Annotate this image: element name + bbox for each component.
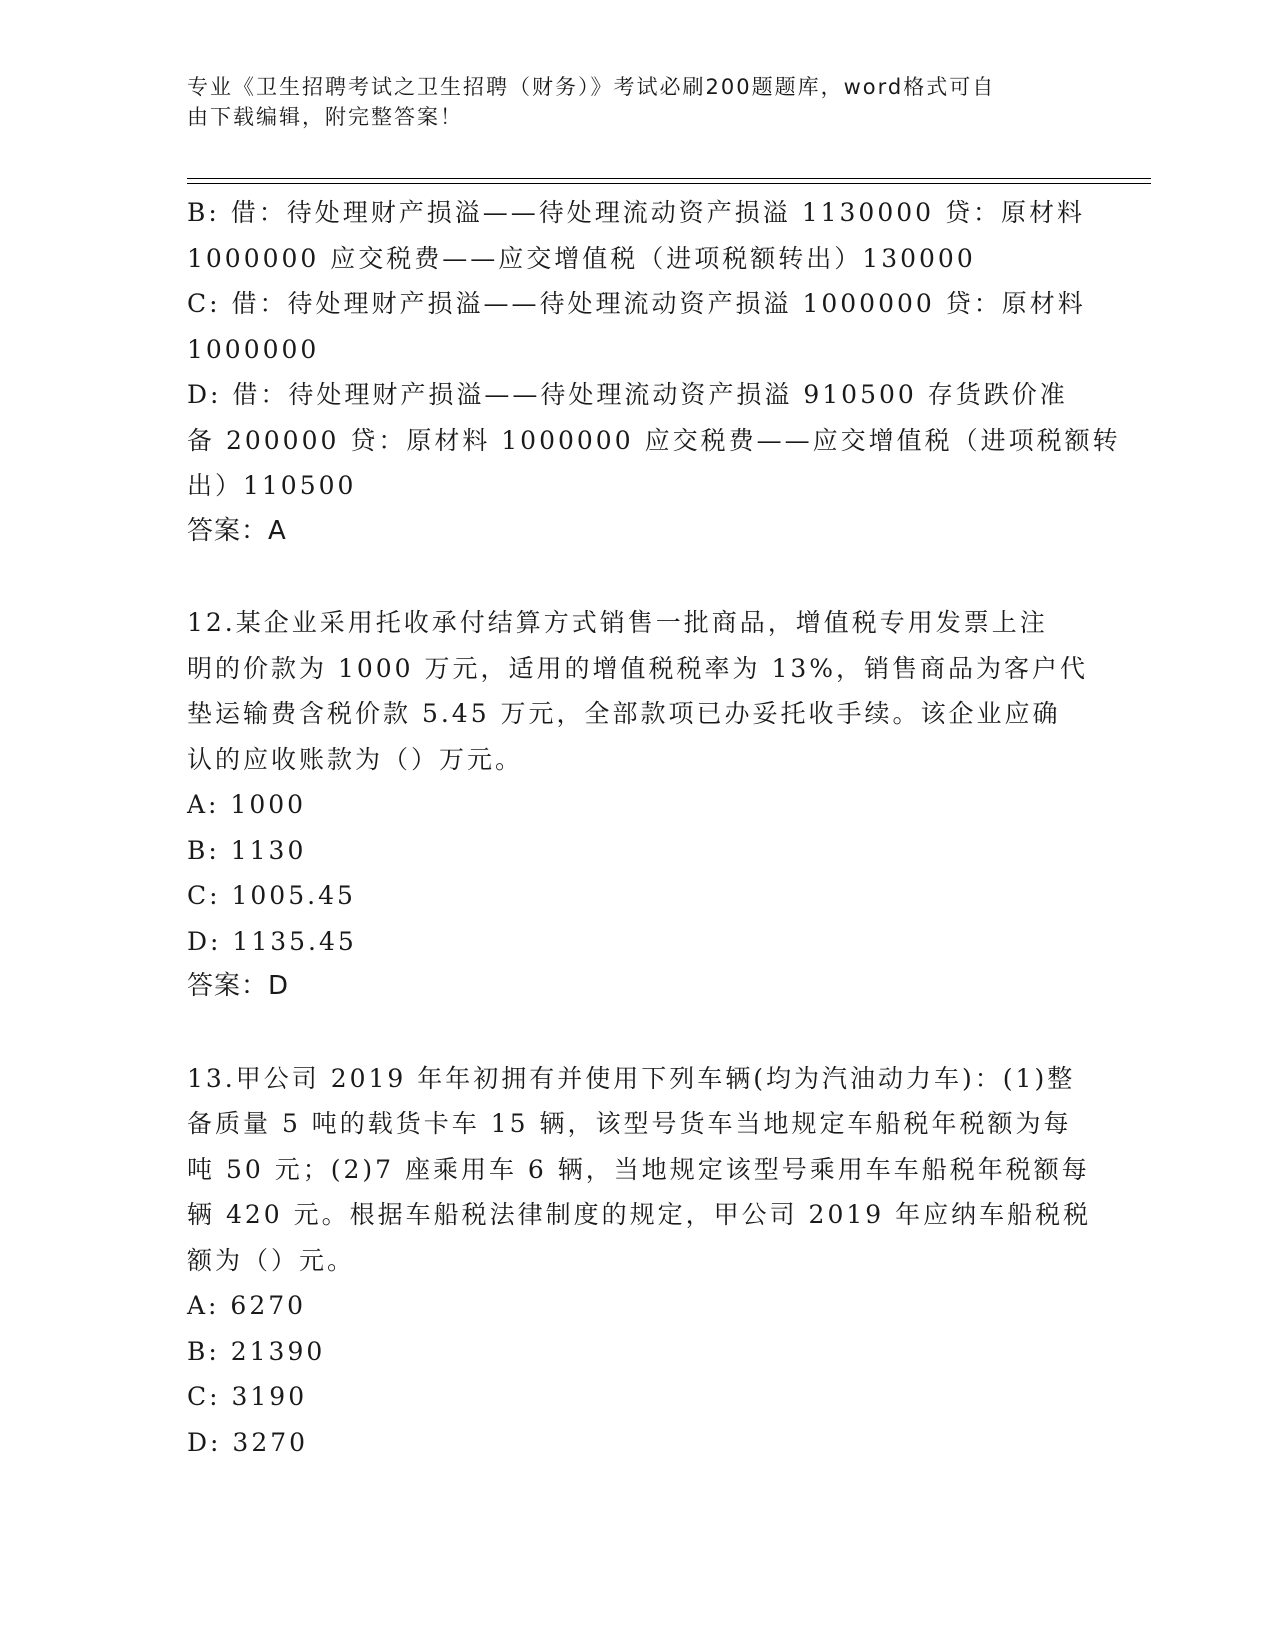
option-c-line-2: 1000000 (187, 334, 320, 364)
question-13-option-b: B: 21390 (187, 1336, 326, 1366)
header-rule-bottom (187, 183, 1151, 184)
spacer (187, 1010, 1087, 1056)
option-b-line-2: 1000000 应交税费——应交增值税（进项税额转出）130000 (187, 243, 976, 273)
question-12 (187, 600, 1087, 1010)
spacer (187, 554, 1087, 600)
question-13-stem-line-2: 备质量 5 吨的载货卡车 15 辆，该型号货车当地规定车船税年税额为每 (187, 1109, 1072, 1138)
question-12-stem-line-2: 明的价款为 1000 万元，适用的增值税税率为 13%，销售商品为客户代 (187, 653, 1089, 683)
question-11-tail (187, 190, 1121, 554)
question-13 (187, 1056, 1092, 1466)
question-12-option-a: A: 1000 (187, 790, 307, 819)
question-13-stem-line-1: 13.甲公司 2019 年年初拥有并使用下列车辆(均为汽油动力车)：(1)整 (187, 1063, 1076, 1093)
option-d-line-2: 备 200000 贷：原材料 1000000 应交税费——应交增值税（进项税额转 (187, 425, 1121, 455)
question-13-option-a: A: 6270 (187, 1291, 307, 1320)
question-13-stem-line-5: 额为（）元。 (187, 1245, 356, 1275)
header-line-2: 由下载编辑，附完整答案！ (187, 105, 463, 129)
header-rule-top (187, 178, 1151, 179)
question-13-stem-line-4: 辆 420 元。根据车船税法律制度的规定，甲公司 2019 年应纳车船税税 (187, 1200, 1092, 1229)
option-d-line-1: D: 借：待处理财产损溢——待处理流动资产损溢 910500 存货跌价准 (187, 380, 1068, 409)
question-13-option-c: C: 3190 (187, 1382, 308, 1411)
question-13-option-d: D: 3270 (187, 1427, 309, 1457)
question-12-option-b: B: 1130 (187, 835, 307, 865)
question-12-stem-line-1: 12.某企业采用托收承付结算方式销售一批商品，增值税专用发票上注 (187, 608, 1048, 637)
option-c-line-1: C: 借：待处理财产损溢——待处理流动资产损溢 1000000 贷：原材料 (187, 289, 1086, 318)
option-d-line-3: 出）110500 (187, 471, 357, 500)
answer-label: 答案：D (187, 971, 290, 1001)
question-12-option-c: C: 1005.45 (187, 881, 356, 910)
answer-label: 答案：A (187, 515, 287, 546)
question-12-stem-line-4: 认的应收账款为（）万元。 (187, 744, 524, 774)
question-13-stem-line-3: 吨 50 元；(2)7 座乘用车 6 辆，当地规定该型号乘用车车船税年税额每 (187, 1154, 1090, 1184)
document-body (187, 190, 1121, 1465)
option-b-line-1: B: 借：待处理财产损溢——待处理流动资产损溢 1130000 贷：原材料 (187, 198, 1085, 227)
header-line-1: 专业《卫生招聘考试之卫生招聘（财务）》考试必刷200题题库，word格式可自 (187, 75, 996, 99)
question-12-stem-line-3: 垫运输费含税价款 5.45 万元，全部款项已办妥托收手续。该企业应确 (187, 699, 1061, 728)
document-header (187, 72, 1067, 132)
question-12-option-d: D: 1135.45 (187, 926, 357, 956)
